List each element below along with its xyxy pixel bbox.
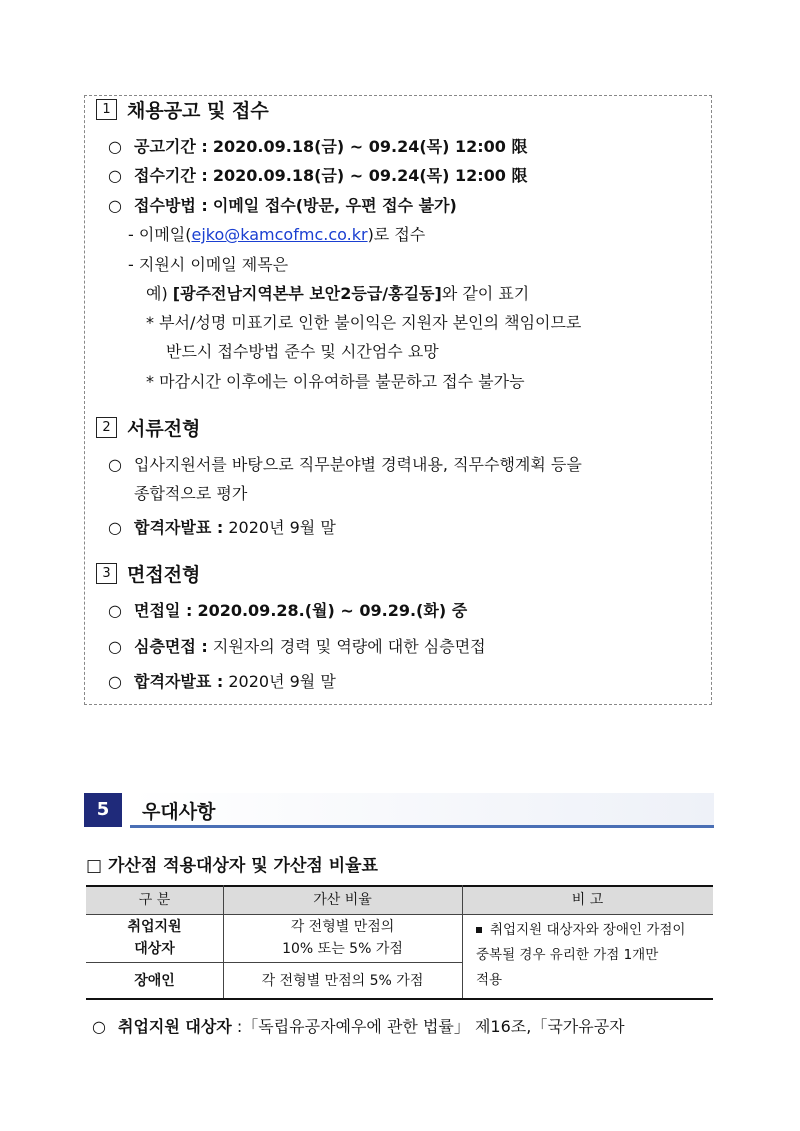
section-2-title: 2 서류전형 xyxy=(96,414,200,441)
section-3-title: 3 면접전형 xyxy=(96,560,200,587)
section-number-badge: 5 xyxy=(84,793,122,827)
footer-line: ○ 취업지원 대상자 :「독립유공자예우에 관한 법률」 제16조,「국가유공자 xyxy=(92,1017,625,1036)
list-item: ○ 합격자발표 : 2020년 9월 말 xyxy=(108,518,336,537)
list-item-cont: 종합적으로 평가 xyxy=(134,484,248,503)
email-line: - 이메일(ejko@kamcofmc.co.kr)로 접수 xyxy=(128,225,426,244)
subject-example: 예) [광주전남지역본부 보안2등급/홍길동]와 같이 표기 xyxy=(146,284,530,303)
list-item: ○ 입사지원서를 바탕으로 직무분야별 경력내용, 직무수행계획 등을 xyxy=(108,455,582,474)
table-header: 가산 비율 xyxy=(223,885,462,915)
table-title: □ 가산점 적용대상자 및 가산점 비율표 xyxy=(86,856,378,876)
section-5-header xyxy=(84,793,714,829)
table-cell: 취업지원 대상자 xyxy=(127,919,182,957)
list-item: ○ 접수기간 : 2020.09.18(금) ~ 09.24(목) 12:00 限 xyxy=(108,166,528,185)
section-1-title: 1 채용공고 및 접수 xyxy=(96,96,269,123)
table-note-cell: 취업지원 대상자와 장애인 가점이 중복될 경우 유리한 가점 1개만 적용 xyxy=(476,922,686,988)
square-bullet-icon xyxy=(476,927,482,933)
subject-line: - 지원시 이메일 제목은 xyxy=(128,255,289,274)
table-cell: 장애인 xyxy=(134,973,175,989)
list-item: ○ 합격자발표 : 2020년 9월 말 xyxy=(108,672,336,691)
section-5-title: 우대사항 xyxy=(142,801,216,823)
bonus-points-table xyxy=(86,885,713,1000)
list-item: ○ 심층면접 : 지원자의 경력 및 역량에 대한 심층면접 xyxy=(108,637,486,656)
section-number: 1 xyxy=(96,99,117,120)
note-line: * 부서/성명 미표기로 인한 불이익은 지원자 본인의 책임이므로 xyxy=(146,313,582,332)
list-item: ○ 접수방법 : 이메일 접수(방문, 우편 접수 불가) xyxy=(108,196,457,215)
section-number: 3 xyxy=(96,563,117,584)
note-line: * 마감시간 이후에는 이유여하를 불문하고 접수 불가능 xyxy=(146,372,525,391)
note-line: 반드시 접수방법 준수 및 시간엄수 요망 xyxy=(166,342,439,361)
table-header: 비 고 xyxy=(462,885,713,915)
section-number: 2 xyxy=(96,417,117,438)
table-cell: 각 전형별 만점의 10% 또는 5% 가점 xyxy=(282,919,403,957)
list-item: ○ 면접일 : 2020.09.28.(월) ~ 09.29.(화) 중 xyxy=(108,601,468,620)
table-cell: 각 전형별 만점의 5% 가점 xyxy=(261,973,424,989)
table-header: 구 분 xyxy=(86,885,223,915)
list-item: ○ 공고기간 : 2020.09.18(금) ~ 09.24(목) 12:00 限 xyxy=(108,137,528,156)
email-link[interactable]: ejko@kamcofmc.co.kr xyxy=(191,225,368,244)
